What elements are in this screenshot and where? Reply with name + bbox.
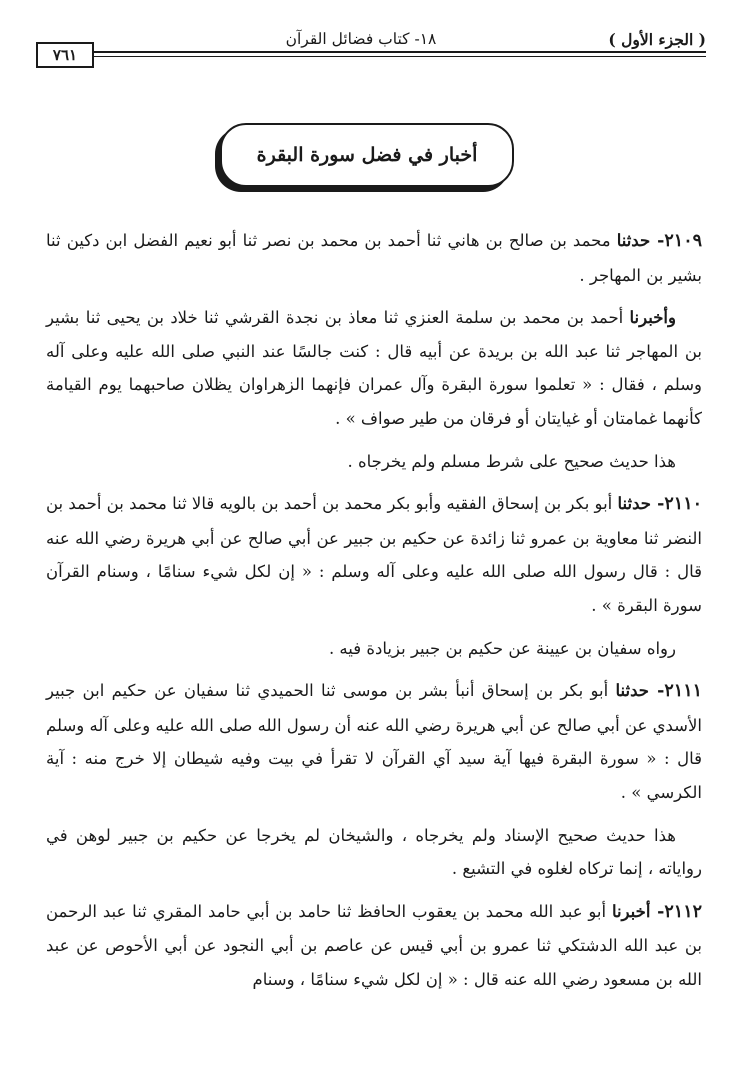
hadith-2111-grading	[46, 819, 702, 886]
hadith-number: ٢١١٢-	[650, 901, 702, 922]
hadith-2110	[46, 487, 702, 622]
hadith-text: أبو عبد الله محمد بن يعقوب الحافظ ثنا حامد بن أبي حامد المقري ثنا عبد الرحمن بن عبد الله الدشتكي ثنا عمرو بن أبي قيس عن عاصم بن أبي النجود عن أبي الأحوص عن عبد الله بن مسعود رضي الله عنه قال : « إن لكل شيء سنامًا ، وسنام	[46, 901, 702, 989]
body-text	[46, 224, 702, 1005]
hadith-2111	[46, 674, 702, 809]
hadith-text: أبو بكر بن إسحاق الفقيه وأبو بكر محمد بن أحمد بن بالويه قالا ثنا محمد بن أحمد بن النضر ثنا معاوية بن عمرو ثنا زائدة عن حكيم بن جبير عن أبي صالح عن أبي هريرة رضي الله عنه قال : قال رسول الله صلى الله عليه وعلى آله وسلم : « إن لكل شيء سنامًا ، وسنام القرآن سورة البقرة » .	[46, 494, 702, 615]
narration-lead: أخبرنا	[611, 901, 651, 921]
hadith-text: محمد بن صالح بن هاني ثنا أحمد بن محمد بن نصر ثنا أبو نعيم الفضل ابن دكين ثنا بشير بن المهاجر .	[46, 231, 702, 285]
book-title: ١٨- كتاب فضائل القرآن	[285, 30, 437, 48]
narration-lead: حدثنا	[617, 494, 651, 514]
note-text: رواه سفيان بن عيينة عن حكيم بن جبير بزيادة فيه .	[328, 638, 676, 658]
hadith-number: ٢١١١-	[648, 681, 703, 702]
volume-label: ( الجزء الأول )	[608, 30, 706, 49]
running-header	[36, 28, 706, 64]
header-thick-rule	[92, 51, 706, 53]
chapter-title: أخبار في فضل سورة البقرة	[256, 144, 478, 166]
grading-text: هذا حديث صحيح على شرط مسلم ولم يخرجاه .	[347, 451, 676, 471]
narration-lead: حدثنا	[616, 231, 651, 250]
narration-lead: وأخبرنا	[629, 308, 676, 328]
grading-text: هذا حديث صحيح الإسناد ولم يخرجاه ، والشيخان لم يخرجا عن حكيم بن جبير لوهن في رواياته ، إنما تركاه لغلوه في التشيع .	[46, 825, 702, 879]
hadith-2109	[46, 224, 702, 292]
chapter-title-box	[220, 123, 514, 187]
hadith-2109-grading	[46, 445, 702, 479]
narration-lead: حدثنا	[615, 681, 649, 701]
hadith-text: أبو بكر بن إسحاق أنبأ بشر بن موسى ثنا الحميدي ثنا سفيان عن حكيم ابن جبير الأسدي عن أبي صالح عن أبي هريرة رضي الله عنه أن رسول الله صلى الله عليه وعلى آله وسلم قال : « سورة البقرة فيها آية سيد آي القرآن لا تقرأ في بيت وفيه شيطان إلا خرج منه : آية الكرسي » .	[46, 681, 702, 802]
hadith-number: ٢١١٠-	[651, 494, 702, 515]
header-thin-rule	[92, 56, 706, 57]
hadith-text: أحمد بن محمد بن سلمة العنزي ثنا معاذ بن نجدة القرشي ثنا خلاد بن يحيى ثنا بشير بن المهاجر ثنا عبد الله بن بريدة عن أبيه قال : كنت جالسًا عند النبي صلى الله عليه وعلى آله وسلم ، فقال : « تعلموا سورة البقرة وآل عمران فإنهما الزهراوان يظلان صاحبهما يوم القيامة كأنهما غمامتان أو غيايتان أو فرقان من طير صواف » .	[46, 308, 702, 428]
hadith-2109-chain	[46, 301, 702, 435]
hadith-2110-note	[46, 632, 702, 666]
page-number-box: ٧٦١	[36, 42, 94, 68]
hadith-number: ٢١٠٩-	[650, 231, 702, 251]
hadith-2112	[46, 895, 702, 997]
